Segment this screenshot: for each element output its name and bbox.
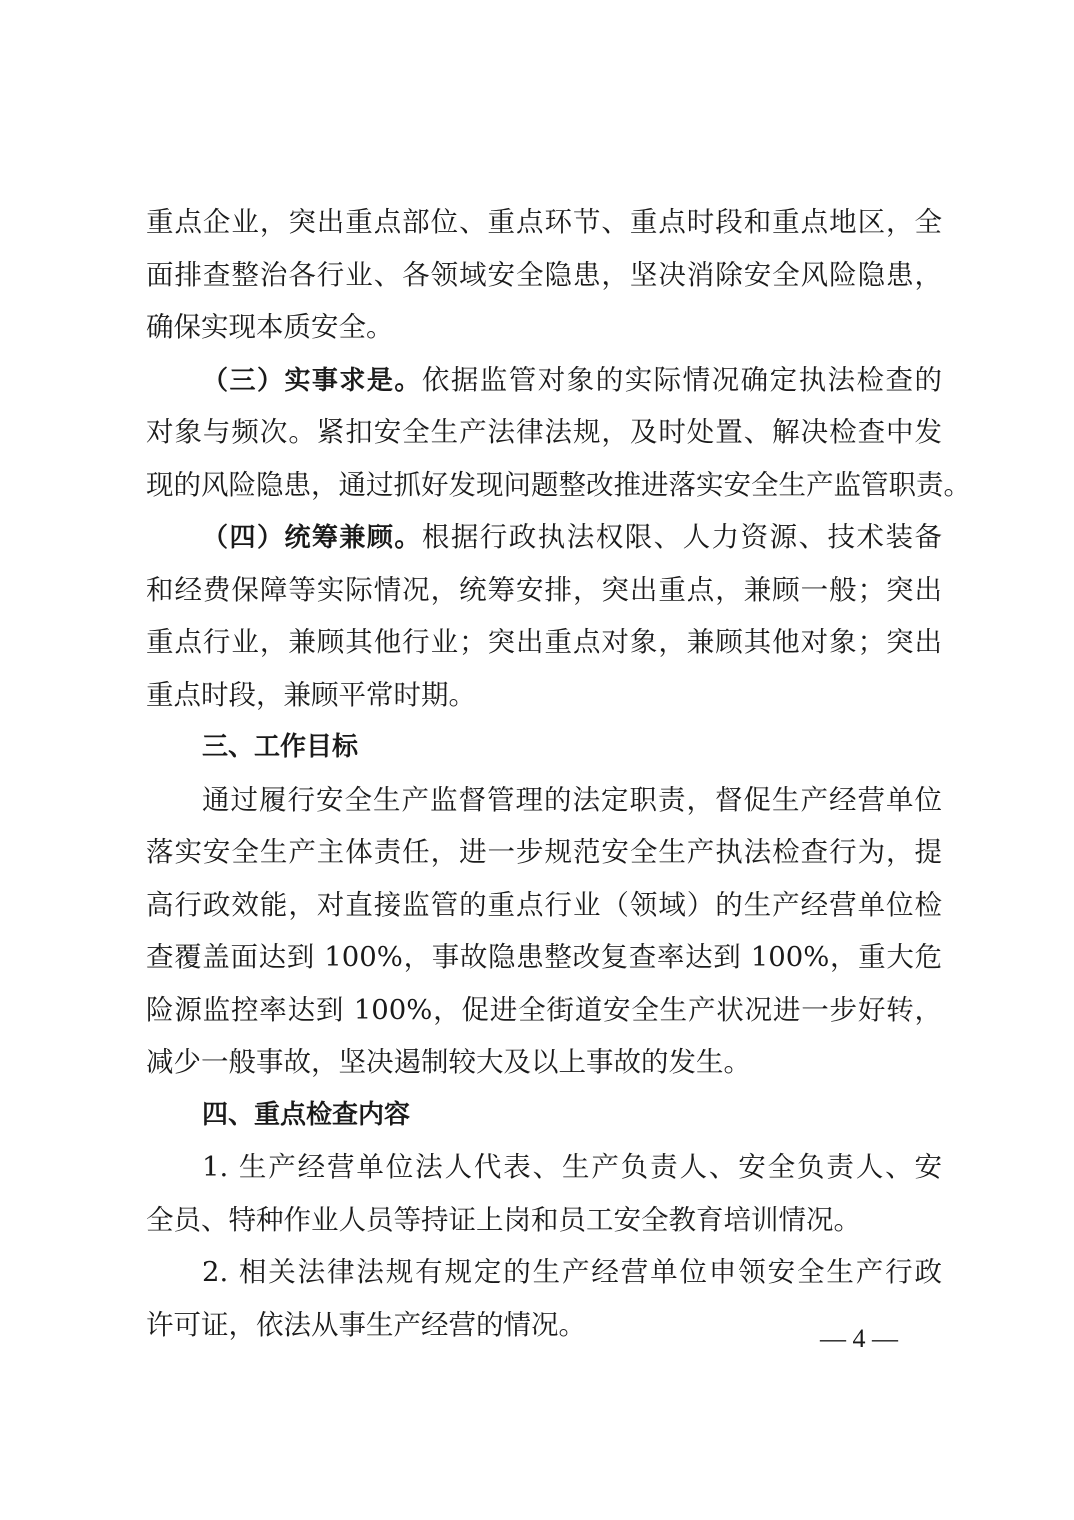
text-line: 现的风险隐患，通过抓好发现问题整改推进落实安全生产监管职责。 xyxy=(146,468,971,501)
text-line xyxy=(146,354,942,407)
paragraph-tongchoujiangu xyxy=(146,511,942,721)
section-work-goals xyxy=(146,721,942,1089)
text-line: 重点企业，突出重点部位、重点环节、重点时段和重点地区，全 xyxy=(146,206,942,238)
text-line: 减少一般事故，坚决遏制较大及以上事故的发生。 xyxy=(146,1046,751,1078)
text-line: 2. 相关法律法规有规定的生产经营单位申领安全生产行政 xyxy=(202,1256,942,1288)
section-heading: 三、工作目标 xyxy=(202,732,359,762)
text-line: 险源监控率达到 100%，促进全街道安全生产状况进一步好转， xyxy=(146,993,942,1026)
list-item xyxy=(146,1141,942,1246)
text-line: 1. 生产经营单位法人代表、生产负责人、安全负责人、安 xyxy=(202,1151,942,1183)
text-fragment: 依据监管对象的实际情况确定执法检查的 xyxy=(421,363,942,396)
text-line: 高行政效能，对直接监管的重点行业（领域）的生产经营单位检 xyxy=(146,888,942,921)
text-line xyxy=(146,511,942,564)
text-fragment: 根据行政执法权限、人力资源、技术装备 xyxy=(421,521,942,553)
section-key-inspection-content xyxy=(146,1089,942,1352)
section-heading: 四、重点检查内容 xyxy=(202,1099,411,1130)
text-line: 对象与频次。紧扣安全生产法律法规，及时处置、解决检查中发 xyxy=(146,416,942,448)
text-line: 和经费保障等实际情况，统筹安排，突出重点，兼顾一般；突出 xyxy=(146,573,942,606)
text-line: 许可证，依法从事生产经营的情况。 xyxy=(146,1308,586,1341)
text-line: 通过履行安全生产监督管理的法定职责，督促生产经营单位 xyxy=(202,783,942,816)
paragraph-lead: （三）实事求是。 xyxy=(202,365,422,396)
text-line: 重点行业，兼顾其他行业；突出重点对象，兼顾其他对象；突出 xyxy=(146,626,942,658)
text-line: 查覆盖面达到 100%，事故隐患整改复查率达到 100%，重大危 xyxy=(146,941,942,973)
text-line: 全员、特种作业人员等持证上岗和员工安全教育培训情况。 xyxy=(146,1203,861,1236)
text-line: 确保实现本质安全。 xyxy=(146,311,394,343)
paragraph-continuation xyxy=(146,196,942,354)
paragraph-shishiqiushi xyxy=(146,354,971,512)
document-page xyxy=(146,196,971,1351)
text-line: 重点时段，兼顾平常时期。 xyxy=(146,678,476,711)
paragraph-lead: （四）统筹兼顾。 xyxy=(202,523,422,553)
page-number: — 4 — xyxy=(820,1324,898,1353)
text-line: 落实安全生产主体责任，进一步规范安全生产执法检查行为，提 xyxy=(146,836,942,868)
text-line: 面排查整治各行业、各领域安全隐患，坚决消除安全风险隐患， xyxy=(146,258,942,291)
